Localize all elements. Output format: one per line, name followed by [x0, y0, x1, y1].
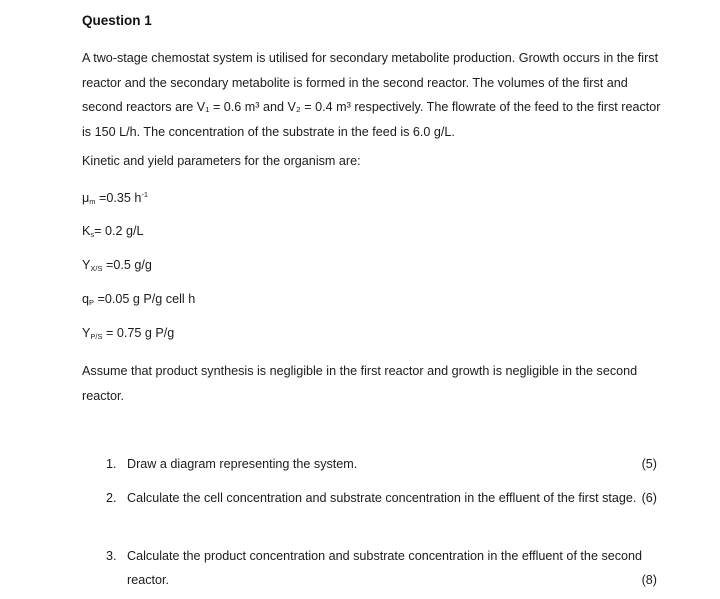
part-marks: (6) [641, 491, 657, 505]
param-ks [82, 224, 144, 239]
param-subscript: s [90, 230, 95, 239]
param-value: = 0.75 g P/g [102, 326, 175, 340]
assumption-paragraph: Assume that product synthesis is negligible in the first reactor and growth is negligible in the second reactor. [82, 364, 638, 403]
part-marks: (5) [641, 457, 657, 471]
param-yps [82, 326, 174, 341]
part-text: Calculate the cell concentration and substrate concentration in the effluent of the first stage. [127, 491, 637, 505]
param-subscript: X/S [90, 264, 103, 273]
param-value: = 0.2 g/L [94, 224, 144, 238]
param-qp [82, 292, 195, 307]
param-value: =0.5 g/g [102, 258, 152, 272]
part-number: 1. [106, 457, 117, 471]
param-yxs [82, 258, 152, 273]
param-symbol: Y [82, 326, 91, 340]
param-subscript: P [89, 298, 95, 307]
part-number: 3. [106, 549, 117, 563]
part-text: Calculate the product concentration and substrate concentration in the effluent of the second reactor. [127, 549, 643, 587]
kinetic-intro: Kinetic and yield parameters for the organism are: [82, 154, 361, 168]
part-text: Draw a diagram representing the system. [127, 457, 358, 471]
question-part [106, 486, 660, 510]
param-value: =0.35 h [95, 191, 142, 205]
param-symbol: q [82, 292, 90, 306]
question-part [106, 544, 660, 592]
param-superscript: -1 [141, 190, 149, 199]
param-subscript: P/S [90, 332, 103, 341]
param-mu-max [82, 190, 148, 206]
question-part [106, 452, 660, 476]
param-symbol: Y [82, 258, 91, 272]
part-number: 2. [106, 491, 117, 505]
param-value: =0.05 g P/g cell h [94, 292, 196, 306]
param-subscript: m [89, 197, 96, 206]
param-symbol: μ [82, 191, 90, 205]
intro-paragraph: A two-stage chemostat system is utilised for secondary metabolite production. Growth occurs in the first reactor and the secondary metabolite is formed in the second reactor. The volumes of the first and second reactors are V₁ = 0.6 m³ and V₂ = 0.4 m³ respectively. The flowrate of the feed to the first reactor is 150 L/h. The concentration of the substrate in the feed is 6.0 g/L. [82, 51, 661, 139]
question-title: Question 1 [82, 13, 152, 28]
param-symbol: K [82, 224, 91, 238]
part-marks: (8) [641, 573, 657, 587]
